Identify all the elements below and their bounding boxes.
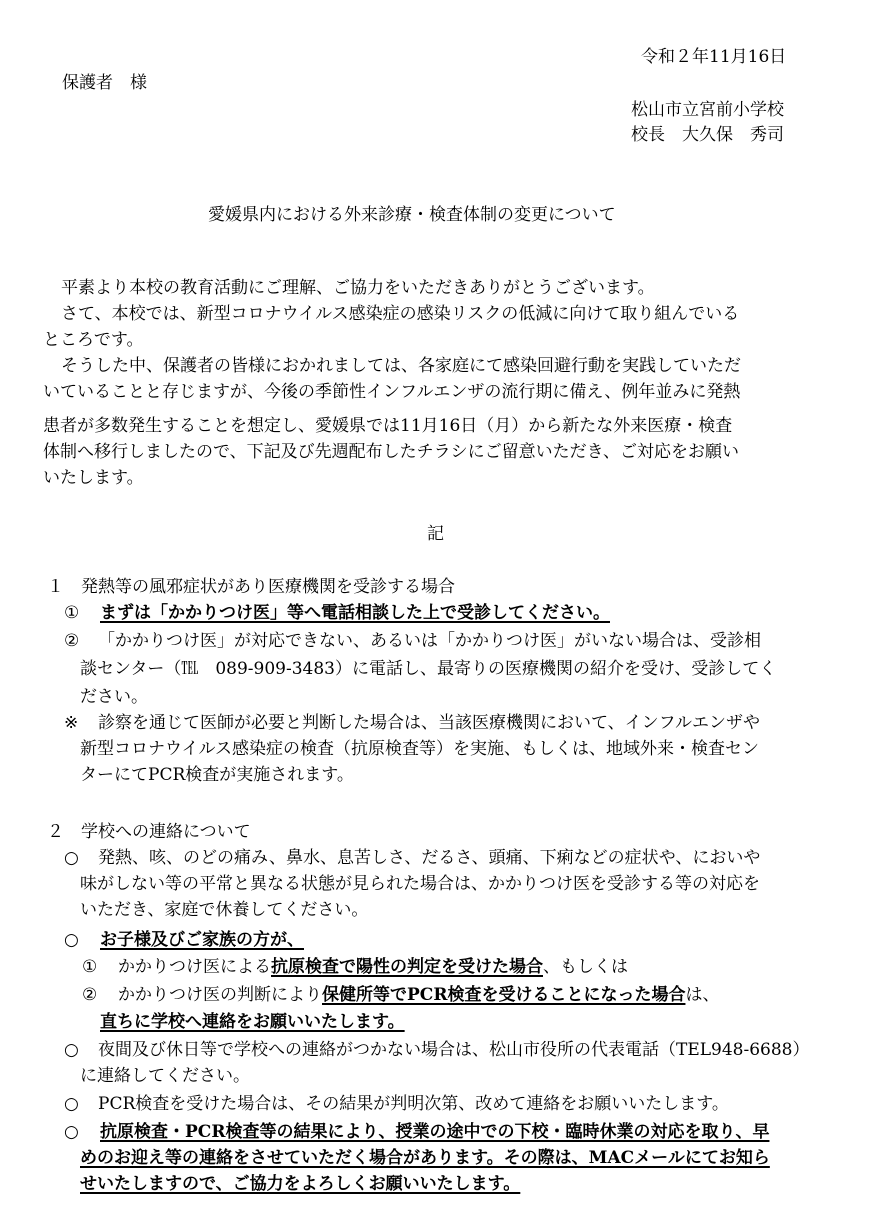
list-item-line: 「かかりつけ医」が対応できない、あるいは「かかりつけ医」がいない場合は、受診相 — [98, 631, 761, 651]
list-marker: ① — [82, 957, 98, 977]
bullet-icon: ○ — [64, 1094, 79, 1114]
list-marker: ① — [64, 603, 80, 623]
emphasis-text: めのお迎え等の連絡をさせていただく場合があります。その際は、MACメールにてお知ら — [80, 1148, 770, 1168]
paragraph-line: 夜間及び休日等で学校への連絡がつかない場合は、松山市役所の代表電話（TEL948-6688） — [98, 1040, 810, 1060]
section-heading: ２ 学校への連絡について — [47, 822, 251, 842]
intro-line: 平素より本校の教育活動にご理解、ご協力をいただきありがとうございます。 — [61, 278, 655, 298]
intro-line: ところです。 — [43, 330, 144, 350]
bullet-icon: ○ — [64, 1040, 79, 1060]
list-marker: ② — [82, 985, 98, 1005]
section-heading: １ 発熱等の風邪症状があり医療機関を受診する場合 — [47, 577, 455, 597]
note-marker: ※ — [64, 713, 79, 733]
intro-line: さて、本校では、新型コロナウイルス感染症の感染リスクの低減に向けて取り組んでいる — [61, 304, 740, 324]
paragraph-line: 発熱、咳、のどの痛み、鼻水、息苦しさ、だるさ、頭痛、下痢などの症状や、においや — [98, 848, 761, 868]
emphasis-text: 抗原検査・PCR検査等の結果により、授業の途中での下校・臨時休業の対応を取り、早 — [100, 1122, 770, 1142]
issue-date: 令和２年11月16日 — [641, 47, 787, 67]
ki-heading: 記 — [427, 524, 444, 544]
bullet-icon: ○ — [64, 930, 79, 950]
recipient: 保護者 様 — [62, 73, 147, 93]
list-item-line: かかりつけ医の判断により保健所等でPCR検査を受けることになった場合は、 — [118, 985, 720, 1005]
intro-line: そうした中、保護者の皆様におかれましては、各家庭にて感染回避行動を実践していただ — [61, 356, 741, 376]
intro-line: いていることと存じますが、今後の季節性インフルエンザの流行期に備え、例年並みに発熱 — [43, 382, 741, 402]
note-line: 診察を通じて医師が必要と判断した場合は、当該医療機関において、インフルエンザや — [98, 713, 760, 733]
bullet-icon: ○ — [64, 1122, 79, 1142]
emphasis-text: 保健所等でPCR検査を受けることになった場合 — [322, 985, 686, 1005]
paragraph-line: いただき、家庭で休養してください。 — [80, 900, 369, 920]
paragraph-line: に連絡してください。 — [80, 1066, 250, 1086]
paragraph-line: 味がしない等の平常と異なる状態が見られた場合は、かかりつけ医を受診する等の対応を — [80, 874, 760, 894]
school-name: 松山市立宮前小学校 — [631, 100, 784, 120]
paragraph-line: PCR検査を受けた場合は、その結果が判明次第、改めて連絡をお願いいたします。 — [98, 1094, 729, 1114]
note-line: ターにてPCR検査が実施されます。 — [80, 765, 354, 785]
intro-line: 患者が多数発生することを想定し、愛媛県では11月16日（月）から新たな外来医療・検査 — [43, 416, 733, 436]
emphasis-text: お子様及びご家族の方が、 — [100, 930, 304, 950]
intro-line: いたします。 — [43, 468, 144, 488]
list-item-line: 談センター（℡ 089-909-3483）に電話し、最寄りの医療機関の紹介を受け、受診してく — [80, 659, 777, 679]
list-marker: ② — [64, 631, 80, 651]
note-line: 新型コロナウイルス感染症の検査（抗原検査等）を実施、もしくは、地域外来・検査セン — [80, 739, 759, 759]
page-title: 愛媛県内における外来診療・検査体制の変更について — [208, 205, 616, 225]
emphasis-text: まずは「かかりつけ医」等へ電話相談した上で受診してください。 — [100, 603, 610, 623]
intro-line: 体制へ移行しましたので、下記及び先週配布したチラシにご留意いただき、ご対応をお願い — [43, 442, 739, 462]
emphasis-text: 抗原検査で陽性の判定を受けた場合 — [271, 957, 543, 977]
bullet-icon: ○ — [64, 848, 79, 868]
list-item-line: ださい。 — [80, 687, 148, 707]
list-item-line: かかりつけ医による抗原検査で陽性の判定を受けた場合、もしくは — [118, 957, 628, 977]
emphasis-text: 直ちに学校へ連絡をお願いいたします。 — [100, 1012, 405, 1032]
principal-name: 校長 大久保 秀司 — [631, 125, 784, 145]
emphasis-text: せいたしますので、ご協力をよろしくお願いいたします。 — [80, 1174, 521, 1194]
